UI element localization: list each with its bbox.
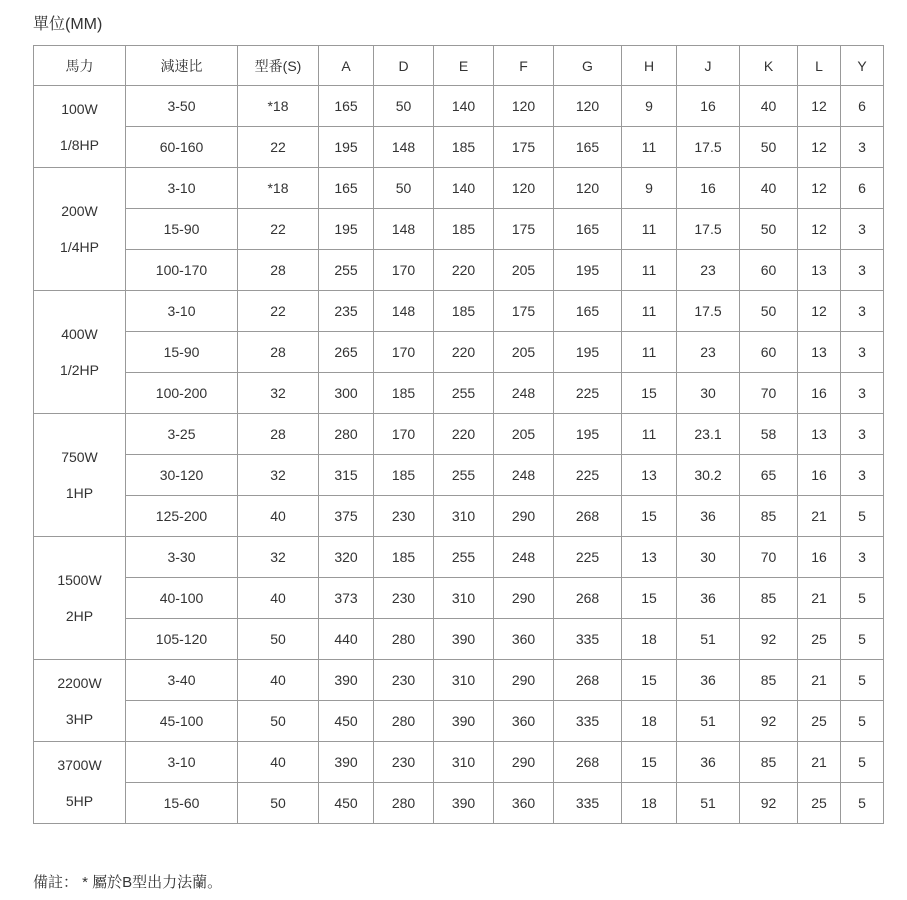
value-cell-G: 335 bbox=[554, 701, 622, 742]
value-cell-D: 280 bbox=[374, 783, 434, 824]
value-cell-Y: 5 bbox=[841, 742, 884, 783]
power-hp-label: 3HP bbox=[65, 710, 94, 727]
value-cell-H: 11 bbox=[622, 250, 677, 291]
value-cell-A: 373 bbox=[319, 578, 374, 619]
unit-label: 單位(MM) bbox=[33, 16, 103, 33]
value-cell-D: 230 bbox=[374, 578, 434, 619]
value-cell-H: 11 bbox=[622, 291, 677, 332]
power-hp-label: 1HP bbox=[65, 485, 94, 501]
value-cell-D: 185 bbox=[374, 455, 434, 496]
value-cell-L: 25 bbox=[798, 701, 841, 742]
value-cell-Y: 3 bbox=[841, 250, 884, 291]
column-header-K: K bbox=[740, 46, 798, 86]
value-cell-E: 255 bbox=[434, 373, 494, 414]
value-cell-H: 13 bbox=[622, 455, 677, 496]
value-cell-J: 51 bbox=[677, 701, 740, 742]
power-watts-label: 750W bbox=[61, 449, 98, 465]
value-cell-L: 25 bbox=[798, 783, 841, 824]
value-cell-A: 195 bbox=[319, 127, 374, 168]
value-cell-L: 12 bbox=[798, 291, 841, 332]
value-cell-G: 225 bbox=[554, 373, 622, 414]
value-cell-K: 85 bbox=[740, 578, 798, 619]
value-cell-J: 17.5 bbox=[677, 209, 740, 250]
value-cell-model: 50 bbox=[238, 701, 319, 742]
value-cell-H: 9 bbox=[622, 168, 677, 209]
value-cell-J: 17.5 bbox=[677, 291, 740, 332]
value-cell-L: 21 bbox=[798, 496, 841, 537]
value-cell-E: 220 bbox=[434, 332, 494, 373]
value-cell-J: 51 bbox=[677, 619, 740, 660]
value-cell-K: 70 bbox=[740, 537, 798, 578]
value-cell-D: 50 bbox=[374, 168, 434, 209]
value-cell-F: 205 bbox=[494, 250, 554, 291]
value-cell-model: 40 bbox=[238, 496, 319, 537]
value-cell-H: 13 bbox=[622, 537, 677, 578]
value-cell-L: 16 bbox=[798, 373, 841, 414]
power-cell bbox=[34, 537, 126, 660]
value-cell-L: 12 bbox=[798, 168, 841, 209]
table-row bbox=[34, 168, 884, 209]
value-cell-model: 40 bbox=[238, 578, 319, 619]
column-header-L: L bbox=[798, 46, 841, 86]
value-cell-A: 450 bbox=[319, 783, 374, 824]
ratio-cell: 15-90 bbox=[126, 209, 238, 250]
value-cell-F: 360 bbox=[494, 783, 554, 824]
value-cell-Y: 5 bbox=[841, 619, 884, 660]
column-header-E: E bbox=[434, 46, 494, 86]
value-cell-E: 310 bbox=[434, 496, 494, 537]
value-cell-H: 18 bbox=[622, 619, 677, 660]
value-cell-model: 50 bbox=[238, 783, 319, 824]
value-cell-A: 450 bbox=[319, 701, 374, 742]
value-cell-E: 220 bbox=[434, 414, 494, 455]
value-cell-G: 165 bbox=[554, 209, 622, 250]
value-cell-H: 11 bbox=[622, 127, 677, 168]
value-cell-J: 17.5 bbox=[677, 127, 740, 168]
value-cell-G: 195 bbox=[554, 250, 622, 291]
value-cell-J: 30 bbox=[677, 537, 740, 578]
header-row bbox=[34, 46, 884, 86]
value-cell-model: 22 bbox=[238, 209, 319, 250]
value-cell-K: 60 bbox=[740, 250, 798, 291]
value-cell-Y: 3 bbox=[841, 537, 884, 578]
value-cell-G: 268 bbox=[554, 660, 622, 701]
value-cell-model: 22 bbox=[238, 127, 319, 168]
column-header-Y: Y bbox=[841, 46, 884, 86]
value-cell-D: 170 bbox=[374, 414, 434, 455]
value-cell-L: 25 bbox=[798, 619, 841, 660]
value-cell-F: 205 bbox=[494, 332, 554, 373]
value-cell-D: 185 bbox=[374, 373, 434, 414]
value-cell-H: 11 bbox=[622, 414, 677, 455]
power-cell bbox=[34, 660, 126, 742]
value-cell-L: 13 bbox=[798, 414, 841, 455]
value-cell-L: 16 bbox=[798, 455, 841, 496]
table-row bbox=[34, 537, 884, 578]
value-cell-G: 335 bbox=[554, 783, 622, 824]
ratio-cell: 3-10 bbox=[126, 742, 238, 783]
value-cell-L: 21 bbox=[798, 660, 841, 701]
value-cell-E: 390 bbox=[434, 701, 494, 742]
value-cell-H: 9 bbox=[622, 86, 677, 127]
value-cell-D: 280 bbox=[374, 619, 434, 660]
value-cell-F: 248 bbox=[494, 455, 554, 496]
value-cell-model: 40 bbox=[238, 660, 319, 701]
value-cell-F: 175 bbox=[494, 127, 554, 168]
value-cell-D: 280 bbox=[374, 701, 434, 742]
value-cell-F: 248 bbox=[494, 537, 554, 578]
value-cell-model: 28 bbox=[238, 414, 319, 455]
value-cell-D: 230 bbox=[374, 496, 434, 537]
value-cell-A: 165 bbox=[319, 168, 374, 209]
power-watts-label: 3700W bbox=[57, 756, 102, 773]
table-row bbox=[34, 250, 884, 291]
value-cell-G: 165 bbox=[554, 291, 622, 332]
value-cell-model: 32 bbox=[238, 537, 319, 578]
power-hp-label: 1/2HP bbox=[60, 362, 99, 378]
value-cell-G: 195 bbox=[554, 414, 622, 455]
value-cell-L: 12 bbox=[798, 86, 841, 127]
value-cell-Y: 5 bbox=[841, 701, 884, 742]
power-cell bbox=[34, 168, 126, 291]
value-cell-K: 50 bbox=[740, 209, 798, 250]
value-cell-K: 85 bbox=[740, 660, 798, 701]
table-row bbox=[34, 783, 884, 824]
value-cell-L: 13 bbox=[798, 250, 841, 291]
value-cell-F: 290 bbox=[494, 660, 554, 701]
value-cell-F: 205 bbox=[494, 414, 554, 455]
ratio-cell: 105-120 bbox=[126, 619, 238, 660]
value-cell-D: 148 bbox=[374, 127, 434, 168]
value-cell-A: 235 bbox=[319, 291, 374, 332]
value-cell-D: 148 bbox=[374, 209, 434, 250]
table-row bbox=[34, 742, 884, 783]
value-cell-model: *18 bbox=[238, 168, 319, 209]
value-cell-model: 28 bbox=[238, 332, 319, 373]
ratio-cell: 3-25 bbox=[126, 414, 238, 455]
value-cell-F: 290 bbox=[494, 578, 554, 619]
value-cell-K: 50 bbox=[740, 127, 798, 168]
value-cell-Y: 3 bbox=[841, 291, 884, 332]
value-cell-Y: 6 bbox=[841, 86, 884, 127]
table-row bbox=[34, 414, 884, 455]
value-cell-G: 268 bbox=[554, 578, 622, 619]
power-cell bbox=[34, 291, 126, 414]
value-cell-H: 15 bbox=[622, 660, 677, 701]
value-cell-F: 120 bbox=[494, 168, 554, 209]
value-cell-H: 11 bbox=[622, 209, 677, 250]
value-cell-G: 268 bbox=[554, 742, 622, 783]
value-cell-E: 310 bbox=[434, 742, 494, 783]
value-cell-G: 225 bbox=[554, 537, 622, 578]
value-cell-J: 23 bbox=[677, 250, 740, 291]
value-cell-Y: 3 bbox=[841, 332, 884, 373]
value-cell-F: 175 bbox=[494, 209, 554, 250]
value-cell-K: 92 bbox=[740, 783, 798, 824]
value-cell-model: 32 bbox=[238, 455, 319, 496]
value-cell-A: 265 bbox=[319, 332, 374, 373]
table-row bbox=[34, 209, 884, 250]
value-cell-E: 310 bbox=[434, 660, 494, 701]
value-cell-model: *18 bbox=[238, 86, 319, 127]
value-cell-E: 220 bbox=[434, 250, 494, 291]
value-cell-Y: 5 bbox=[841, 783, 884, 824]
table-row bbox=[34, 660, 884, 701]
power-watts-label: 2200W bbox=[57, 674, 102, 691]
value-cell-F: 360 bbox=[494, 701, 554, 742]
value-cell-A: 165 bbox=[319, 86, 374, 127]
value-cell-D: 50 bbox=[374, 86, 434, 127]
value-cell-E: 185 bbox=[434, 127, 494, 168]
value-cell-Y: 3 bbox=[841, 209, 884, 250]
value-cell-H: 18 bbox=[622, 783, 677, 824]
value-cell-G: 120 bbox=[554, 86, 622, 127]
value-cell-A: 280 bbox=[319, 414, 374, 455]
table-row bbox=[34, 332, 884, 373]
ratio-cell: 45-100 bbox=[126, 701, 238, 742]
power-cell bbox=[34, 742, 126, 824]
ratio-cell: 15-60 bbox=[126, 783, 238, 824]
value-cell-J: 36 bbox=[677, 742, 740, 783]
value-cell-K: 40 bbox=[740, 168, 798, 209]
table-row bbox=[34, 373, 884, 414]
value-cell-L: 16 bbox=[798, 537, 841, 578]
column-header-D: D bbox=[374, 46, 434, 86]
value-cell-K: 85 bbox=[740, 496, 798, 537]
value-cell-J: 51 bbox=[677, 783, 740, 824]
ratio-cell: 3-10 bbox=[126, 291, 238, 332]
value-cell-E: 390 bbox=[434, 619, 494, 660]
column-header-A: A bbox=[319, 46, 374, 86]
value-cell-K: 50 bbox=[740, 291, 798, 332]
ratio-cell: 3-50 bbox=[126, 86, 238, 127]
value-cell-model: 22 bbox=[238, 291, 319, 332]
spec-table bbox=[33, 45, 884, 824]
ratio-cell: 60-160 bbox=[126, 127, 238, 168]
ratio-cell: 3-10 bbox=[126, 168, 238, 209]
value-cell-model: 40 bbox=[238, 742, 319, 783]
value-cell-K: 92 bbox=[740, 701, 798, 742]
value-cell-E: 390 bbox=[434, 783, 494, 824]
value-cell-J: 36 bbox=[677, 496, 740, 537]
value-cell-J: 36 bbox=[677, 578, 740, 619]
value-cell-Y: 3 bbox=[841, 414, 884, 455]
value-cell-Y: 6 bbox=[841, 168, 884, 209]
power-hp-label: 1/8HP bbox=[60, 136, 99, 153]
value-cell-H: 15 bbox=[622, 578, 677, 619]
column-header-power: 馬力 bbox=[34, 46, 126, 86]
ratio-cell: 125-200 bbox=[126, 496, 238, 537]
value-cell-F: 360 bbox=[494, 619, 554, 660]
value-cell-F: 248 bbox=[494, 373, 554, 414]
table-row bbox=[34, 578, 884, 619]
value-cell-D: 185 bbox=[374, 537, 434, 578]
value-cell-J: 30.2 bbox=[677, 455, 740, 496]
table-body bbox=[34, 86, 884, 824]
value-cell-L: 21 bbox=[798, 742, 841, 783]
value-cell-G: 195 bbox=[554, 332, 622, 373]
value-cell-J: 16 bbox=[677, 168, 740, 209]
value-cell-G: 120 bbox=[554, 168, 622, 209]
value-cell-model: 28 bbox=[238, 250, 319, 291]
value-cell-K: 60 bbox=[740, 332, 798, 373]
value-cell-H: 15 bbox=[622, 496, 677, 537]
ratio-cell: 100-200 bbox=[126, 373, 238, 414]
footnote: 備註： * 屬於B型出力法蘭。 bbox=[33, 874, 223, 891]
value-cell-L: 12 bbox=[798, 209, 841, 250]
value-cell-H: 15 bbox=[622, 742, 677, 783]
value-cell-A: 255 bbox=[319, 250, 374, 291]
value-cell-K: 65 bbox=[740, 455, 798, 496]
value-cell-K: 40 bbox=[740, 86, 798, 127]
value-cell-E: 185 bbox=[434, 209, 494, 250]
power-watts-label: 100W bbox=[61, 100, 98, 117]
value-cell-L: 13 bbox=[798, 332, 841, 373]
power-hp-label: 5HP bbox=[65, 792, 94, 809]
value-cell-G: 268 bbox=[554, 496, 622, 537]
value-cell-E: 255 bbox=[434, 537, 494, 578]
table-row bbox=[34, 701, 884, 742]
value-cell-K: 70 bbox=[740, 373, 798, 414]
value-cell-J: 16 bbox=[677, 86, 740, 127]
table-row bbox=[34, 86, 884, 127]
value-cell-Y: 5 bbox=[841, 496, 884, 537]
power-cell bbox=[34, 86, 126, 168]
value-cell-L: 12 bbox=[798, 127, 841, 168]
value-cell-J: 23.1 bbox=[677, 414, 740, 455]
value-cell-J: 30 bbox=[677, 373, 740, 414]
value-cell-Y: 3 bbox=[841, 373, 884, 414]
ratio-cell: 30-120 bbox=[126, 455, 238, 496]
column-header-ratio: 減速比 bbox=[126, 46, 238, 86]
ratio-cell: 15-90 bbox=[126, 332, 238, 373]
value-cell-K: 58 bbox=[740, 414, 798, 455]
column-header-F: F bbox=[494, 46, 554, 86]
value-cell-A: 390 bbox=[319, 742, 374, 783]
ratio-cell: 40-100 bbox=[126, 578, 238, 619]
value-cell-D: 230 bbox=[374, 660, 434, 701]
table-row bbox=[34, 496, 884, 537]
value-cell-E: 255 bbox=[434, 455, 494, 496]
power-hp-label: 2HP bbox=[65, 608, 94, 624]
value-cell-L: 21 bbox=[798, 578, 841, 619]
value-cell-A: 300 bbox=[319, 373, 374, 414]
value-cell-Y: 5 bbox=[841, 660, 884, 701]
value-cell-H: 11 bbox=[622, 332, 677, 373]
ratio-cell: 3-30 bbox=[126, 537, 238, 578]
value-cell-G: 335 bbox=[554, 619, 622, 660]
column-header-model: 型番(S) bbox=[238, 46, 319, 86]
value-cell-A: 315 bbox=[319, 455, 374, 496]
value-cell-F: 120 bbox=[494, 86, 554, 127]
value-cell-A: 440 bbox=[319, 619, 374, 660]
value-cell-D: 148 bbox=[374, 291, 434, 332]
value-cell-J: 23 bbox=[677, 332, 740, 373]
value-cell-G: 165 bbox=[554, 127, 622, 168]
value-cell-E: 140 bbox=[434, 168, 494, 209]
value-cell-D: 170 bbox=[374, 332, 434, 373]
value-cell-A: 195 bbox=[319, 209, 374, 250]
value-cell-A: 390 bbox=[319, 660, 374, 701]
value-cell-F: 290 bbox=[494, 496, 554, 537]
value-cell-D: 230 bbox=[374, 742, 434, 783]
power-hp-label: 1/4HP bbox=[60, 239, 99, 255]
value-cell-E: 310 bbox=[434, 578, 494, 619]
ratio-cell: 3-40 bbox=[126, 660, 238, 701]
value-cell-G: 225 bbox=[554, 455, 622, 496]
power-watts-label: 1500W bbox=[57, 572, 102, 588]
value-cell-J: 36 bbox=[677, 660, 740, 701]
value-cell-model: 50 bbox=[238, 619, 319, 660]
value-cell-H: 18 bbox=[622, 701, 677, 742]
value-cell-A: 375 bbox=[319, 496, 374, 537]
table-row bbox=[34, 291, 884, 332]
value-cell-model: 32 bbox=[238, 373, 319, 414]
value-cell-F: 290 bbox=[494, 742, 554, 783]
power-watts-label: 200W bbox=[61, 203, 98, 219]
table-row bbox=[34, 127, 884, 168]
value-cell-E: 140 bbox=[434, 86, 494, 127]
ratio-cell: 100-170 bbox=[126, 250, 238, 291]
column-header-G: G bbox=[554, 46, 622, 86]
value-cell-K: 85 bbox=[740, 742, 798, 783]
value-cell-K: 92 bbox=[740, 619, 798, 660]
value-cell-Y: 3 bbox=[841, 127, 884, 168]
table-row bbox=[34, 455, 884, 496]
value-cell-E: 185 bbox=[434, 291, 494, 332]
value-cell-H: 15 bbox=[622, 373, 677, 414]
value-cell-Y: 5 bbox=[841, 578, 884, 619]
power-cell bbox=[34, 414, 126, 537]
table-row bbox=[34, 619, 884, 660]
value-cell-A: 320 bbox=[319, 537, 374, 578]
value-cell-D: 170 bbox=[374, 250, 434, 291]
column-header-J: J bbox=[677, 46, 740, 86]
value-cell-F: 175 bbox=[494, 291, 554, 332]
column-header-H: H bbox=[622, 46, 677, 86]
power-watts-label: 400W bbox=[61, 326, 98, 342]
value-cell-Y: 3 bbox=[841, 455, 884, 496]
